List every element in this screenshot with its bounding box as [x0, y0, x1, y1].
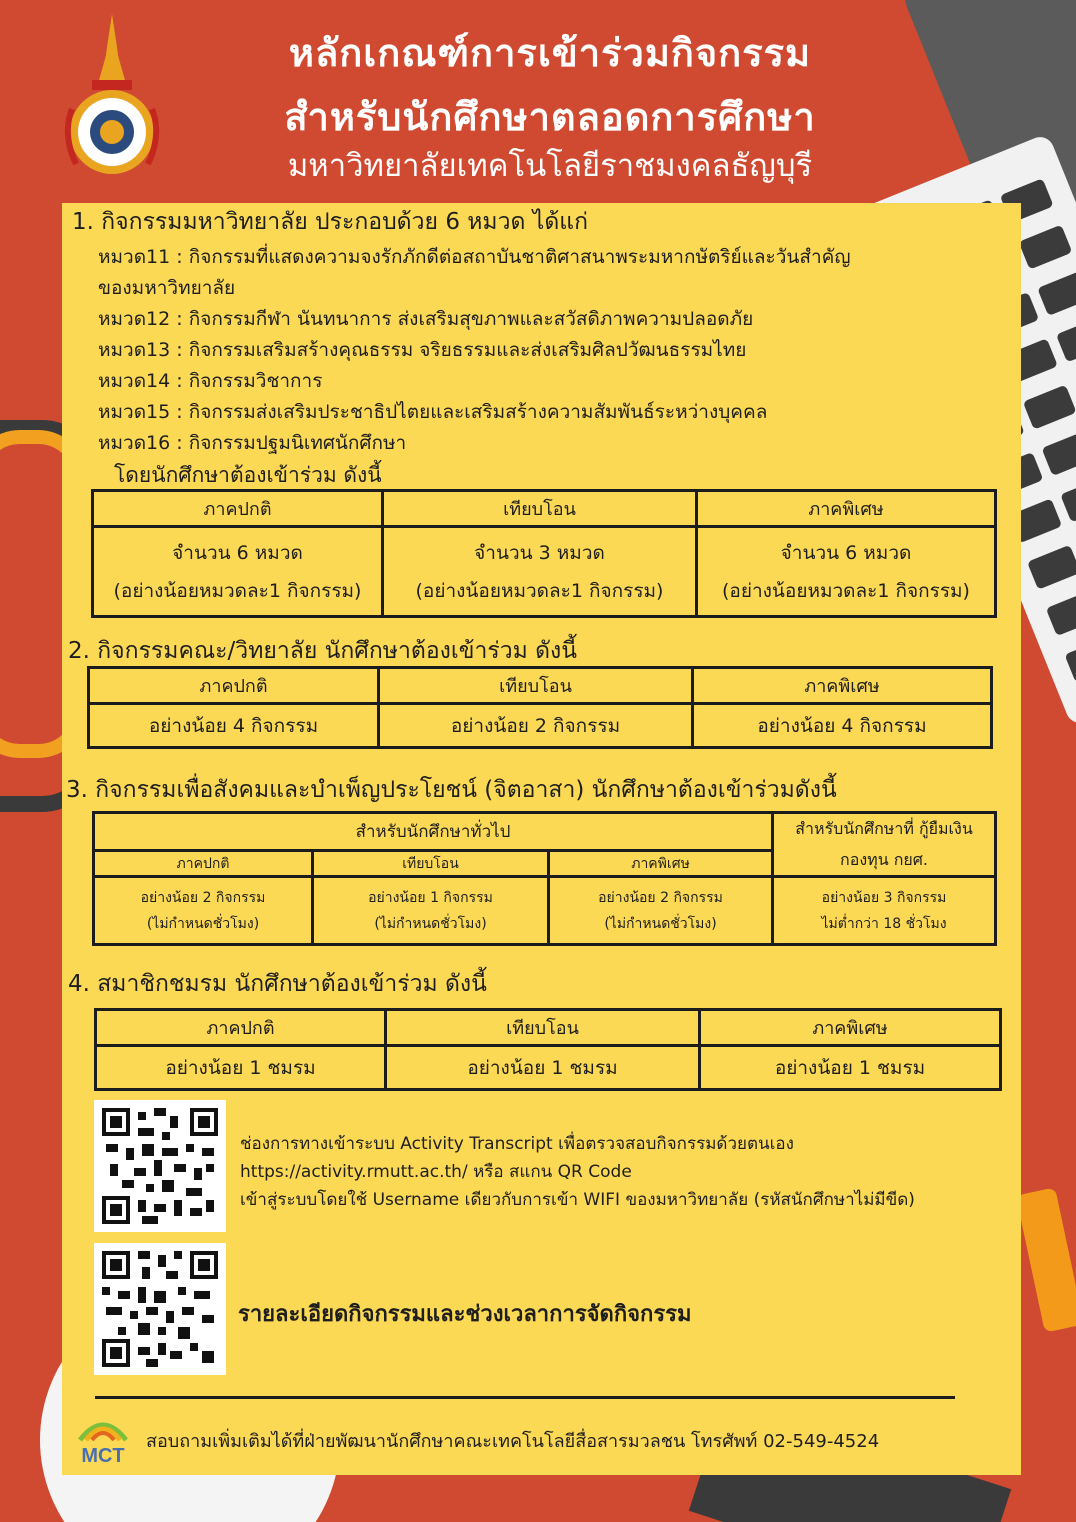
- info-line3: เข้าสู่ระบบโดยใช้ Username เดียวกับการเข้า WIFI ของมหาวิทยาลัย (รหัสนักศึกษาไม่มีขีด): [240, 1190, 915, 1210]
- keyboard-key-decoration: [1037, 271, 1076, 316]
- cell-line1: อย่างน้อย 1 กิจกรรม: [368, 889, 493, 906]
- info-line1: ช่องการทางเข้าระบบ Activity Transcript เพื่อตรวจสอบกิจกรรมด้วยตนเอง: [240, 1134, 794, 1154]
- university-name: มหาวิทยาลัยเทคโนโลยีราชมงคลธัญบุรี: [287, 148, 813, 184]
- university-logo-icon: [62, 14, 162, 174]
- mct-logo-text: MCT: [81, 1445, 125, 1466]
- cell-line2: (อย่างน้อยหมวดละ1 กิจกรรม): [415, 579, 664, 602]
- keyboard-key-decoration: [1023, 385, 1076, 430]
- cell-line2: (อย่างน้อยหมวดละ1 กิจกรรม): [113, 579, 362, 602]
- section2-title: 2. กิจกรรมคณะ/วิทยาลัย นักศึกษาต้องเข้าร่วม ดังนี้: [68, 638, 577, 664]
- category-16: หมวด16 : กิจกรรมปฐมนิเทศนักศึกษา: [98, 432, 407, 454]
- section2-table: [87, 666, 993, 749]
- cell-line2: (อย่างน้อยหมวดละ1 กิจกรรม): [722, 579, 970, 602]
- table-cell: อย่างน้อย 4 กิจกรรม: [693, 704, 992, 748]
- activity-transcript-qr-code[interactable]: [94, 1100, 226, 1232]
- cell-line1: อย่างน้อย 2 กิจกรรม: [598, 889, 723, 906]
- section1-title: 1. กิจกรรมมหาวิทยาลัย ประกอบด้วย 6 หมวด ได้แก่: [72, 209, 589, 235]
- category-11: หมวด11 : กิจกรรมที่แสดงความจงรักภักดีต่อสถาบันชาติศาสนาพระมหากษัตริย์และวันสำคัญ: [98, 246, 851, 268]
- activity-schedule-qr-code[interactable]: [94, 1243, 226, 1375]
- qr-code-icon: [102, 1251, 218, 1367]
- category-11-cont: ของมหาวิทยาลัย: [98, 277, 236, 299]
- table-cell: [383, 527, 697, 617]
- section4-title: 4. สมาชิกชมรม นักศึกษาต้องเข้าร่วม ดังนี้: [68, 971, 487, 997]
- table-header: เทียบโอน: [386, 1010, 700, 1046]
- qr-code-icon: [102, 1108, 218, 1224]
- pen-decoration: [1016, 1187, 1076, 1332]
- table-cell: อย่างน้อย 1 ชมรม: [386, 1046, 700, 1090]
- section4-table: [94, 1008, 1002, 1091]
- page-title-line1: หลักเกณฑ์การเข้าร่วมกิจกรรม: [288, 31, 812, 75]
- cell-line1: จำนวน 6 หมวด: [780, 541, 912, 564]
- keyboard-key-decoration: [1064, 637, 1076, 682]
- keyboard-key-decoration: [1056, 317, 1076, 362]
- table-header: เทียบโอน: [379, 668, 693, 704]
- section1-requirement-intro: โดยนักศึกษาต้องเข้าร่วม ดังนี้: [114, 463, 382, 487]
- cell-line1: อย่างน้อย 3 กิจกรรม: [821, 889, 947, 906]
- category-12: หมวด12 : กิจกรรมกีฬา นันทนาการ ส่งเสริมสุขภาพและสวัสดิภาพความปลอดภัย: [98, 308, 754, 330]
- table-header: เทียบโอน: [383, 491, 697, 527]
- category-15: หมวด15 : กิจกรรมส่งเสริมประชาธิปไตยและเสริมสร้างความสัมพันธ์ระหว่างบุคคล: [98, 401, 768, 423]
- table-cell: อย่างน้อย 2 กิจกรรม: [379, 704, 693, 748]
- table-cell: อย่างน้อย 1 ชมรม: [700, 1046, 1001, 1090]
- table-cell: [697, 527, 996, 617]
- keyboard-key-decoration: [1027, 545, 1076, 590]
- table-subheader: ภาคปกติ: [94, 851, 313, 877]
- table-header: ภาคปกติ: [96, 1010, 386, 1046]
- table-cell: [549, 877, 773, 945]
- table-cell: [93, 527, 383, 617]
- keyboard-key-decoration: [1018, 225, 1072, 270]
- page-title-line2: สำหรับนักศึกษาตลอดการศึกษา: [284, 95, 816, 139]
- keyboard-key-decoration: [1046, 591, 1076, 636]
- cell-line2: (ไม่กำหนดชั่วโมง): [374, 915, 487, 932]
- mct-logo-icon: [72, 1410, 134, 1466]
- table-header: ภาคพิเศษ: [693, 668, 992, 704]
- keyboard-key-decoration: [1060, 477, 1076, 522]
- keyboard-key-decoration: [1041, 431, 1076, 476]
- loan-header-line1: สำหรับนักศึกษาที่ กู้ยืมเงิน: [795, 818, 973, 838]
- table-cell: อย่างน้อย 1 ชมรม: [96, 1046, 386, 1090]
- table-header: ภาคปกติ: [89, 668, 379, 704]
- table-header: ภาคพิเศษ: [700, 1010, 1001, 1046]
- section1-table: [91, 489, 997, 618]
- table-cell: [94, 877, 313, 945]
- loan-header-line2: กองทุน กยศ.: [840, 849, 929, 869]
- loan-students-header: [773, 813, 996, 877]
- section3-table: [92, 811, 997, 946]
- table-subheader: ภาคพิเศษ: [549, 851, 773, 877]
- table-subheader: เทียบโอน: [313, 851, 549, 877]
- cell-line2: (ไม่กำหนดชั่วโมง): [146, 915, 260, 932]
- cell-line1: จำนวน 6 หมวด: [172, 541, 303, 564]
- section3-title: 3. กิจกรรมเพื่อสังคมและบำเพ็ญประโยชน์ (จิตอาสา) นักศึกษาต้องเข้าร่วมดังนี้: [66, 777, 837, 803]
- table-cell: [773, 877, 996, 945]
- table-header: ภาคพิเศษ: [697, 491, 996, 527]
- general-students-header: สำหรับนักศึกษาทั่วไป: [94, 813, 773, 851]
- table-cell: [313, 877, 549, 945]
- category-13: หมวด13 : กิจกรรมเสริมสร้างคุณธรรม จริยธรรมและส่งเสริมศิลปวัฒนธรรมไทย: [98, 339, 747, 361]
- activity-detail-label: รายละเอียดกิจกรรมและช่วงเวลาการจัดกิจกรรม: [238, 1302, 692, 1327]
- contact-footer: สอบถามเพิ่มเติมได้ที่ฝ่ายพัฒนานักศึกษาคณะเทคโนโลยีสื่อสารมวลชน โทรศัพท์ 02-549-4524: [146, 1431, 880, 1452]
- cell-line2: ไม่ต่ำกว่า 18 ชั่วโมง: [821, 915, 947, 932]
- category-14: หมวด14 : กิจกรรมวิชาการ: [98, 370, 323, 392]
- activity-url-link[interactable]: https://activity.rmutt.ac.th/ หรือ สแกน QR Code: [240, 1162, 632, 1182]
- cell-line1: อย่างน้อย 2 กิจกรรม: [140, 889, 266, 906]
- table-cell: อย่างน้อย 4 กิจกรรม: [89, 704, 379, 748]
- cell-line1: จำนวน 3 หมวด: [474, 541, 605, 564]
- table-header: ภาคปกติ: [93, 491, 383, 527]
- divider: [95, 1396, 955, 1399]
- cell-line2: (ไม่กำหนดชั่วโมง): [604, 915, 717, 932]
